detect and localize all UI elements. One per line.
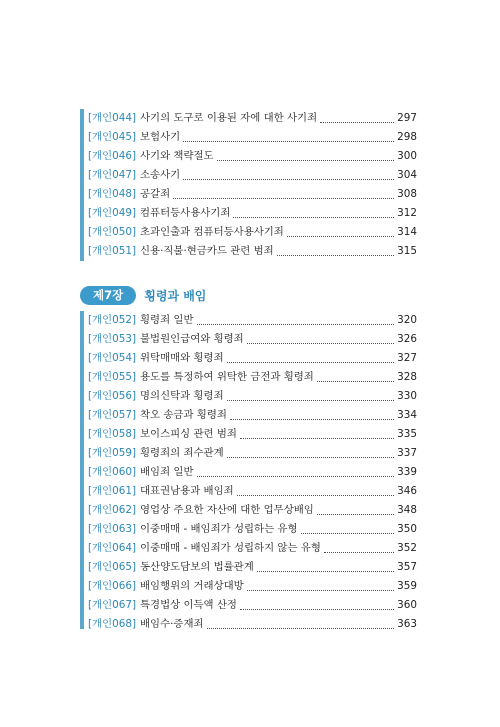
dot-leader	[197, 323, 394, 325]
dot-leader	[247, 342, 394, 344]
toc-entry-page: 335	[397, 428, 417, 440]
toc-entry-title: 특경법상 이득액 산정	[140, 599, 237, 611]
toc-entry-page: 328	[397, 371, 417, 383]
toc-entry-title: 사기와 책략절도	[140, 150, 214, 162]
toc-entry-code: [개인064]	[88, 542, 137, 554]
toc-entry-title: 동산양도담보의 법률관계	[140, 561, 254, 573]
toc-entry-title: 영업상 주요한 자산에 대한 업무상배임	[140, 504, 314, 516]
toc-entry[interactable]	[80, 501, 417, 520]
chapter-title: 횡령과 배임	[144, 288, 207, 303]
toc-entry-title: 신용·직불·현금카드 관련 범죄	[140, 245, 274, 257]
toc-entry[interactable]	[80, 128, 417, 147]
toc-entry-code: [개인065]	[88, 561, 137, 573]
toc-entry-page: 334	[397, 409, 417, 421]
toc-entry[interactable]	[80, 185, 417, 204]
toc-entry-title: 컴퓨터등사용사기죄	[140, 207, 231, 219]
toc-entry[interactable]	[80, 109, 417, 128]
toc-entry-code: [개인050]	[88, 226, 137, 238]
toc-entry-code: [개인059]	[88, 447, 137, 459]
dot-leader	[287, 235, 394, 237]
toc-entry-code: [개인055]	[88, 371, 137, 383]
dot-leader	[324, 551, 394, 553]
toc-entry-title: 배임죄 일반	[140, 466, 194, 478]
toc-entry-page: 300	[397, 150, 417, 162]
toc-entry[interactable]	[80, 615, 417, 634]
toc-entry[interactable]	[80, 444, 417, 463]
toc-entry-code: [개인048]	[88, 188, 137, 200]
dot-leader	[257, 570, 394, 572]
dot-leader	[237, 494, 394, 496]
toc-entry-page: 320	[397, 314, 417, 326]
dot-leader	[240, 437, 394, 439]
toc-entry-code: [개인045]	[88, 131, 137, 143]
toc-entry-page: 326	[397, 333, 417, 345]
toc-entry[interactable]	[80, 425, 417, 444]
toc-entry-code: [개인063]	[88, 523, 137, 535]
toc-entry-page: 314	[397, 226, 417, 238]
toc-entry[interactable]	[80, 387, 417, 406]
toc-entry[interactable]	[80, 311, 417, 330]
dot-leader	[240, 608, 394, 610]
dot-leader	[197, 475, 394, 477]
toc-entry-code: [개인057]	[88, 409, 137, 421]
toc-entry-code: [개인049]	[88, 207, 137, 219]
dot-leader	[183, 140, 394, 142]
toc-entry[interactable]	[80, 330, 417, 349]
toc-entry[interactable]	[80, 349, 417, 368]
dot-leader	[227, 456, 394, 458]
toc-entry-page: 312	[397, 207, 417, 219]
toc-entry-title: 횡령죄 일반	[140, 314, 194, 326]
toc-entry-page: 346	[397, 485, 417, 497]
dot-leader	[320, 121, 394, 123]
toc-entry-title: 배임행위의 거래상대방	[140, 580, 244, 592]
toc-entry[interactable]	[80, 223, 417, 242]
toc-entry-title: 공갈죄	[140, 188, 171, 200]
dot-leader	[207, 627, 394, 629]
toc-entry-page: 339	[397, 466, 417, 478]
toc-entry[interactable]	[80, 166, 417, 185]
toc-entry[interactable]	[80, 482, 417, 501]
dot-leader	[230, 418, 394, 420]
chapter-heading	[80, 285, 206, 305]
toc-entry[interactable]	[80, 577, 417, 596]
toc-entry-code: [개인053]	[88, 333, 137, 345]
dot-leader	[173, 197, 394, 199]
toc-entry-page: 357	[397, 561, 417, 573]
toc-entry-page: 350	[397, 523, 417, 535]
toc-entry-page: 298	[397, 131, 417, 143]
toc-entry-title: 대표권남용과 배임죄	[140, 485, 234, 497]
toc-entry-code: [개인054]	[88, 352, 137, 364]
toc-entry-page: 360	[397, 599, 417, 611]
dot-leader	[227, 361, 394, 363]
toc-entry-title: 불법원인급여와 횡령죄	[140, 333, 244, 345]
toc-entry-code: [개인068]	[88, 618, 137, 630]
toc-entry[interactable]	[80, 520, 417, 539]
toc-entry-title: 보이스피싱 관련 범죄	[140, 428, 237, 440]
toc-entry-page: 315	[397, 245, 417, 257]
toc-entry[interactable]	[80, 242, 417, 261]
toc-entry-title: 용도를 특정하여 위탁한 금전과 횡령죄	[140, 371, 314, 383]
toc-entry-page: 297	[397, 112, 417, 124]
toc-entry-code: [개인056]	[88, 390, 137, 402]
dot-leader	[301, 532, 395, 534]
toc-section-embezzlement	[80, 311, 417, 629]
toc-entry[interactable]	[80, 463, 417, 482]
toc-entry-code: [개인047]	[88, 169, 137, 181]
toc-entry[interactable]	[80, 558, 417, 577]
toc-entry-code: [개인060]	[88, 466, 137, 478]
toc-entry-page: 348	[397, 504, 417, 516]
toc-entry-code: [개인066]	[88, 580, 137, 592]
dot-leader	[183, 178, 394, 180]
dot-leader	[277, 254, 394, 256]
toc-entry-title: 이중매매 - 배임죄가 성립하지 않는 유형	[140, 542, 321, 554]
toc-entry-code: [개인044]	[88, 112, 137, 124]
toc-entry[interactable]	[80, 204, 417, 223]
toc-entry-page: 304	[397, 169, 417, 181]
toc-entry[interactable]	[80, 406, 417, 425]
dot-leader	[227, 399, 394, 401]
toc-entry-code: [개인067]	[88, 599, 137, 611]
toc-entry[interactable]	[80, 147, 417, 166]
toc-entry-title: 명의신탁과 횡령죄	[140, 390, 224, 402]
toc-entry-title: 착오 송금과 횡령죄	[140, 409, 227, 421]
toc-entry-title: 사기의 도구로 이용된 자에 대한 사기죄	[140, 112, 318, 124]
toc-entry-page: 327	[397, 352, 417, 364]
dot-leader	[217, 159, 394, 161]
toc-entry-title: 위탁매매와 횡령죄	[140, 352, 224, 364]
toc-entry-title: 소송사기	[140, 169, 181, 181]
toc-entry-code: [개인062]	[88, 504, 137, 516]
toc-entry-title: 배임수·증재죄	[140, 618, 204, 630]
dot-leader	[233, 216, 394, 218]
toc-entry-title: 보험사기	[140, 131, 181, 143]
toc-entry-title: 횡령죄의 죄수관계	[140, 447, 224, 459]
toc-section-fraud	[80, 109, 417, 261]
dot-leader	[247, 589, 394, 591]
toc-entry-code: [개인052]	[88, 314, 137, 326]
toc-entry-title: 초과인출과 컴퓨터등사용사기죄	[140, 226, 284, 238]
toc-entry-page: 308	[397, 188, 417, 200]
toc-entry-code: [개인046]	[88, 150, 137, 162]
toc-entry-page: 352	[397, 542, 417, 554]
toc-entry-page: 359	[397, 580, 417, 592]
toc-entry-code: [개인051]	[88, 245, 137, 257]
toc-entry-code: [개인058]	[88, 428, 137, 440]
toc-entry-title: 이중매매 - 배임죄가 성립하는 유형	[140, 523, 298, 535]
toc-entry-page: 363	[397, 618, 417, 630]
dot-leader	[317, 513, 394, 515]
chapter-badge: 제7장	[80, 286, 136, 305]
toc-entry[interactable]	[80, 539, 417, 558]
toc-entry-page: 337	[397, 447, 417, 459]
toc-entry-page: 330	[397, 390, 417, 402]
toc-entry-code: [개인061]	[88, 485, 137, 497]
toc-entry[interactable]	[80, 596, 417, 615]
toc-entry[interactable]	[80, 368, 417, 387]
dot-leader	[317, 380, 394, 382]
